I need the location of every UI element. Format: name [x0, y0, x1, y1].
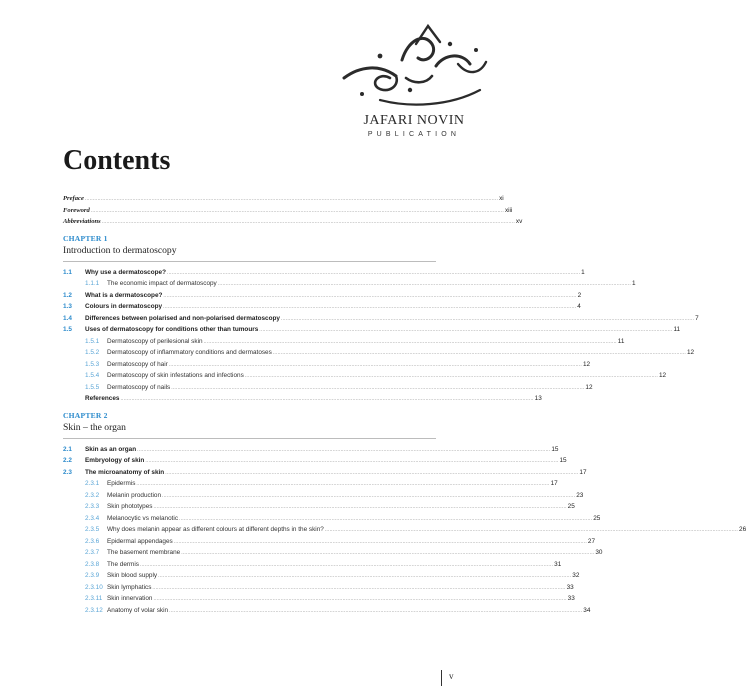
entry-page: xiii [504, 206, 513, 214]
entry-page: 33 [567, 595, 575, 602]
entry-number: 1.5.5 [85, 383, 100, 391]
entry-page: 4 [577, 303, 581, 310]
entry-page: 25 [567, 503, 575, 510]
entry-title: Melanocytic vs melanotic [107, 514, 179, 522]
entry-page: 17 [579, 468, 587, 476]
toc-entry[interactable] [63, 193, 504, 205]
entry-number: 1.5.2 [85, 349, 100, 356]
entry-title: Dermatoscopy of hair [107, 360, 168, 368]
entry-page: 26 [739, 526, 746, 533]
entry-number: 1.2 [63, 291, 72, 299]
chapter-label: CHAPTER 1 [63, 233, 108, 243]
entry-title: Why does melanin appear as different colours at different depths in the skin? [107, 526, 324, 533]
chapter-title[interactable]: Skin – the organ [63, 421, 126, 433]
dot-leader: .................................................................................................................................................................................................................................................................... [153, 596, 567, 602]
entry-title: Preface [63, 195, 84, 202]
entry-title: Uses of dermatoscopy for conditions other than tumours [85, 326, 259, 333]
chapter-divider [63, 261, 436, 262]
dot-leader: .................................................................................................................................................................................................................................................................... [84, 196, 499, 202]
entry-title: Skin lymphatics [107, 583, 152, 591]
entry-number: 2.3.12 [85, 606, 103, 614]
brand-subtitle: PUBLICATION [367, 131, 461, 138]
entry-title: Melanin production [107, 491, 161, 499]
entry-page: 25 [593, 514, 601, 522]
toc-entry[interactable] [63, 455, 567, 467]
entry-page: 34 [583, 606, 591, 614]
toc-entry[interactable] [63, 524, 746, 536]
calligraphy-logo-icon [340, 20, 488, 112]
toc-entry[interactable] [63, 501, 575, 513]
toc-entry[interactable] [63, 490, 584, 502]
dot-leader: .................................................................................................................................................................................................................................................................... [120, 396, 534, 402]
toc-entry[interactable] [63, 478, 558, 490]
toc-entry[interactable] [63, 267, 585, 279]
dot-leader: .................................................................................................................................................................................................................................................................... [217, 281, 631, 287]
entry-title: Why use a dermatoscope? [85, 268, 166, 276]
entry-page: 11 [673, 326, 681, 333]
dot-leader: .................................................................................................................................................................................................................................................................... [163, 304, 577, 310]
page-title: Contents [63, 145, 171, 176]
dot-leader: .................................................................................................................................................................................................................................................................... [166, 269, 581, 276]
entry-page: 30 [595, 549, 603, 556]
dot-leader: .................................................................................................................................................................................................................................................................... [259, 327, 673, 333]
entry-page: 27 [587, 537, 596, 545]
dot-leader: .................................................................................................................................................................................................................................................................... [173, 538, 587, 545]
entry-number: 2.1 [63, 445, 72, 453]
entry-title: Dermatoscopy of nails [107, 383, 171, 391]
entry-number: 2.3.7 [85, 549, 100, 556]
entry-number: 2.3.3 [85, 503, 100, 510]
entry-page: 15 [551, 445, 559, 453]
toc-entry[interactable] [63, 605, 591, 617]
dot-leader: .................................................................................................................................................................................................................................................................... [90, 207, 504, 214]
entry-title: The microanatomy of skin [85, 468, 165, 476]
entry-page: 2 [577, 291, 582, 299]
footer-divider [441, 670, 442, 686]
toc-entry[interactable] [63, 336, 625, 348]
dot-leader: .................................................................................................................................................................................................................................................................... [244, 373, 658, 379]
dot-leader: .................................................................................................................................................................................................................................................................... [165, 469, 579, 476]
entry-title: Dermatoscopy of skin infestations and infections [107, 372, 244, 379]
toc-entry[interactable] [63, 205, 513, 217]
dot-leader: .................................................................................................................................................................................................................................................................... [181, 550, 595, 556]
entry-page: 13 [534, 395, 542, 402]
entry-number: 1.5.3 [85, 360, 100, 368]
dot-leader: .................................................................................................................................................................................................................................................................... [158, 573, 572, 579]
toc-entry[interactable] [63, 313, 699, 325]
entry-page: 17 [550, 480, 558, 487]
page-number: v [449, 671, 454, 681]
dot-leader: .................................................................................................................................................................................................................................................................... [137, 446, 551, 453]
entry-page: 11 [617, 337, 625, 345]
entry-number: 2.3.11 [85, 595, 103, 602]
entry-title: References [85, 395, 120, 402]
entry-number: 1.1 [63, 268, 72, 276]
entry-page: 12 [658, 372, 667, 379]
toc-entry[interactable] [63, 347, 695, 359]
entry-title: The economic impact of dermatoscopy [107, 280, 217, 287]
entry-page: 33 [566, 583, 574, 591]
entry-page: 1 [631, 280, 636, 287]
entry-title: Skin innervation [107, 595, 153, 602]
entry-number: 1.5 [63, 326, 72, 333]
entry-page: 7 [695, 314, 699, 322]
entry-page: 12 [687, 349, 695, 356]
toc-entry[interactable] [63, 582, 574, 594]
toc-entry[interactable] [63, 513, 601, 525]
entry-title: Skin as an organ [85, 445, 137, 453]
entry-number: 2.3.6 [85, 537, 100, 545]
entry-title: Skin phototypes [107, 503, 153, 510]
entry-page: xv [515, 218, 523, 225]
dot-leader: .................................................................................................................................................................................................................................................................... [171, 384, 585, 391]
toc-entry[interactable] [63, 359, 591, 371]
dot-leader: .................................................................................................................................................................................................................................................................... [145, 458, 559, 464]
toc-entry[interactable] [63, 370, 667, 382]
brand-name: JAFARI NOVIN [363, 113, 465, 128]
entry-number: 2.2 [63, 457, 72, 464]
dot-leader: .................................................................................................................................................................................................................................................................... [152, 584, 566, 591]
entry-number: 1.3 [63, 303, 72, 310]
toc-entry[interactable] [63, 324, 681, 336]
entry-number: 2.3.5 [85, 526, 100, 533]
entry-page: xi [499, 195, 504, 202]
dot-leader: .................................................................................................................................................................................................................................................................... [162, 492, 576, 499]
toc-entry[interactable] [63, 382, 593, 394]
table-of-contents [63, 193, 746, 616]
dot-leader: .................................................................................................................................................................................................................................................................... [272, 350, 686, 356]
dot-leader: .................................................................................................................................................................................................................................................................... [163, 292, 577, 299]
entry-number: 2.3.8 [85, 560, 100, 568]
entry-number: 2.3.9 [85, 572, 100, 579]
entry-title: Abbreviations [63, 218, 101, 225]
dot-leader: .................................................................................................................................................................................................................................................................... [136, 481, 550, 487]
toc-entry[interactable] [63, 559, 562, 571]
toc-entry[interactable] [63, 536, 596, 548]
entry-page: 1 [581, 268, 585, 276]
toc-entry[interactable] [63, 444, 559, 456]
entry-title: Colours in dermatoscopy [85, 303, 163, 310]
toc-entry[interactable] [63, 301, 581, 313]
toc-entry[interactable] [63, 547, 603, 559]
entry-title: Anatomy of volar skin [107, 606, 169, 614]
dot-leader: .................................................................................................................................................................................................................................................................... [324, 527, 739, 533]
entry-page: 15 [559, 457, 567, 464]
toc-entry[interactable] [63, 290, 582, 302]
entry-number: 1.5.4 [85, 372, 100, 379]
entry-page: 23 [576, 491, 584, 499]
toc-entry[interactable] [63, 278, 636, 290]
entry-page: 31 [554, 560, 562, 568]
entry-title: What is a dermatoscope? [85, 291, 163, 299]
entry-number: 2.3.1 [85, 480, 100, 487]
toc-entry[interactable] [63, 216, 523, 228]
dot-leader: .................................................................................................................................................................................................................................................................... [179, 515, 593, 522]
entry-title: Epidermal appendages [107, 537, 173, 545]
chapter-label: CHAPTER 2 [63, 410, 108, 420]
dot-leader: .................................................................................................................................................................................................................................................................... [101, 219, 515, 225]
dot-leader: .................................................................................................................................................................................................................................................................... [169, 607, 583, 614]
dot-leader: .................................................................................................................................................................................................................................................................... [203, 338, 617, 345]
entry-title: Dermatoscopy of perilesional skin [107, 337, 203, 345]
entry-page: 12 [582, 360, 591, 368]
entry-title: Epidermis [107, 480, 136, 487]
entry-number: 2.3.10 [85, 583, 103, 591]
entry-title: The dermis [107, 560, 139, 568]
dot-leader: .................................................................................................................................................................................................................................................................... [153, 504, 567, 510]
toc-entry[interactable] [63, 570, 580, 582]
entry-title: Skin blood supply [107, 572, 158, 579]
chapter-title[interactable]: Introduction to dermatoscopy [63, 244, 177, 256]
entry-number: 1.4 [63, 314, 72, 322]
entry-number: 2.3.4 [85, 514, 100, 522]
entry-number: 1.5.1 [85, 337, 100, 345]
entry-page: 12 [585, 383, 593, 391]
toc-entry[interactable] [63, 393, 542, 405]
dot-leader: .................................................................................................................................................................................................................................................................... [168, 361, 582, 368]
publisher-logo [338, 20, 490, 145]
dot-leader: .................................................................................................................................................................................................................................................................... [280, 315, 695, 322]
entry-number: 2.3.2 [85, 491, 100, 499]
dot-leader: .................................................................................................................................................................................................................................................................... [139, 561, 554, 568]
entry-title: Foreword [63, 206, 90, 214]
entry-title: Differences between polarised and non-polarised dermatoscopy [85, 314, 280, 322]
entry-title: Dermatoscopy of inflammatory conditions and dermatoses [107, 349, 272, 356]
toc-entry[interactable] [63, 593, 575, 605]
toc-entry[interactable] [63, 467, 587, 479]
entry-number: 2.3 [63, 468, 72, 476]
entry-title: The basement membrane [107, 549, 181, 556]
entry-number: 1.1.1 [85, 280, 100, 287]
entry-page: 32 [572, 572, 580, 579]
chapter-divider [63, 438, 436, 439]
entry-title: Embryology of skin [85, 457, 145, 464]
